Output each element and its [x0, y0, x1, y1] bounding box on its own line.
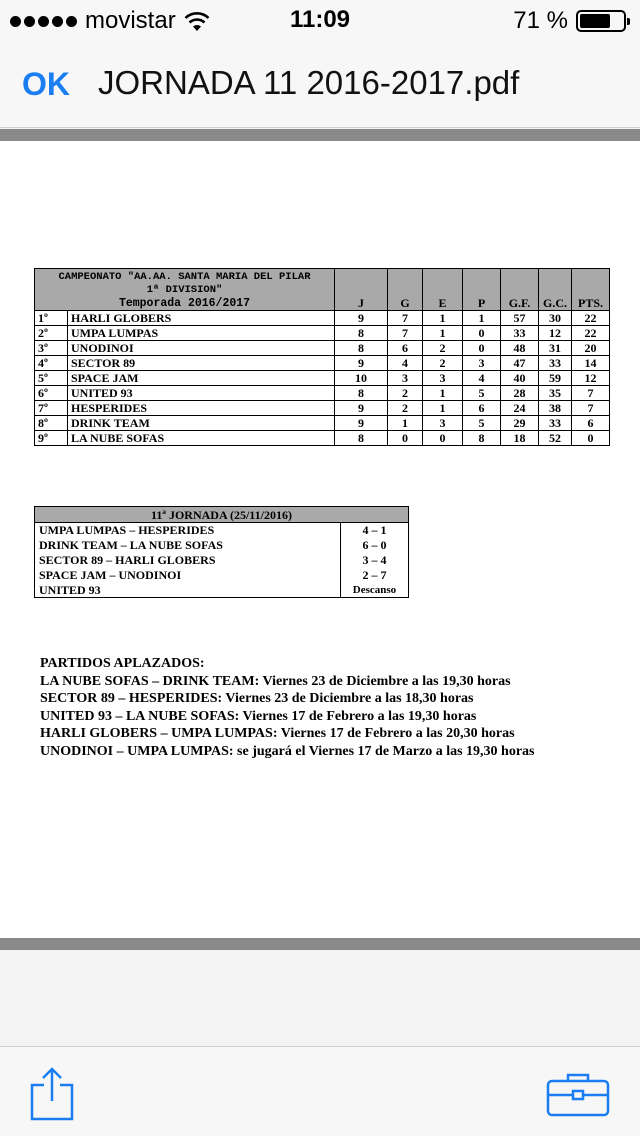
- pdf-page[interactable]: [0, 141, 640, 938]
- p-cell: 0: [463, 326, 501, 341]
- pts-cell: 6: [572, 416, 610, 431]
- gf-cell: 40: [501, 371, 539, 386]
- toolbox-icon[interactable]: [546, 1071, 610, 1117]
- e-cell: 3: [423, 371, 463, 386]
- pts-cell: 14: [572, 356, 610, 371]
- position-cell: 3º: [35, 341, 68, 356]
- j-cell: 10: [335, 371, 388, 386]
- j-cell: 8: [335, 386, 388, 401]
- g-cell: 0: [388, 431, 423, 446]
- p-cell: 4: [463, 371, 501, 386]
- division-title: 1ª DIVISION": [146, 284, 223, 296]
- gc-cell: 33: [539, 416, 572, 431]
- team-cell: HESPERIDES: [68, 401, 335, 416]
- position-cell: 6º: [35, 386, 68, 401]
- gc-cell: 30: [539, 311, 572, 326]
- postponed-heading: PARTIDOS APLAZADOS:: [40, 656, 205, 671]
- team-cell: LA NUBE SOFAS: [68, 431, 335, 446]
- team-cell: HARLI GLOBERS: [68, 311, 335, 326]
- share-icon[interactable]: [30, 1067, 74, 1121]
- match-result: 2 – 7: [341, 568, 409, 583]
- standings-row: [35, 326, 610, 341]
- p-cell: 8: [463, 431, 501, 446]
- column-header-g: G: [388, 269, 423, 311]
- position-cell: 4º: [35, 356, 68, 371]
- standings-row: [35, 371, 610, 386]
- e-cell: 1: [423, 386, 463, 401]
- p-cell: 6: [463, 401, 501, 416]
- gf-cell: 33: [501, 326, 539, 341]
- jornada-table: [34, 506, 409, 598]
- postponed-line: HARLI GLOBERS – UMPA LUMPAS: Viernes 17 de Febrero a las 20,30 horas: [40, 726, 515, 741]
- match-row: [35, 523, 409, 538]
- team-cell: UNODINOI: [68, 341, 335, 356]
- p-cell: 3: [463, 356, 501, 371]
- battery-icon: [576, 10, 626, 32]
- g-cell: 6: [388, 341, 423, 356]
- j-cell: 9: [335, 311, 388, 326]
- j-cell: 8: [335, 341, 388, 356]
- gf-cell: 48: [501, 341, 539, 356]
- battery-level: [580, 14, 610, 28]
- postponed-line: LA NUBE SOFAS – DRINK TEAM: Viernes 23 de Diciembre a las 19,30 horas: [40, 673, 511, 689]
- g-cell: 7: [388, 326, 423, 341]
- page-separator: [0, 129, 640, 141]
- column-header-gf: G.F.: [501, 269, 539, 311]
- match-row: [35, 568, 409, 583]
- e-cell: 1: [423, 311, 463, 326]
- page-separator: [0, 938, 640, 950]
- position-cell: 9º: [35, 431, 68, 446]
- team-cell: UNITED 93: [68, 386, 335, 401]
- gf-cell: 57: [501, 311, 539, 326]
- gc-cell: 38: [539, 401, 572, 416]
- team-cell: DRINK TEAM: [68, 416, 335, 431]
- standings-row: [35, 431, 610, 446]
- gf-cell: 47: [501, 356, 539, 371]
- battery-percent: 71 %: [513, 7, 568, 34]
- p-cell: 5: [463, 386, 501, 401]
- g-cell: 3: [388, 371, 423, 386]
- match-row: [35, 583, 409, 598]
- status-time: 11:09: [289, 6, 351, 33]
- j-cell: 9: [335, 416, 388, 431]
- e-cell: 2: [423, 341, 463, 356]
- column-header-gc: G.C.: [539, 269, 572, 311]
- e-cell: 3: [423, 416, 463, 431]
- match-result: Descanso: [341, 583, 409, 598]
- j-cell: 8: [335, 431, 388, 446]
- e-cell: 2: [423, 356, 463, 371]
- standings-row: [35, 416, 610, 431]
- standings-row: [35, 386, 610, 401]
- championship-title: CAMPEONATO "AA.AA. SANTA MARIA DEL PILAR: [58, 271, 311, 283]
- postponed-matches: [40, 655, 534, 760]
- j-cell: 9: [335, 356, 388, 371]
- ok-button[interactable]: OK: [22, 66, 70, 102]
- column-header-j: J: [335, 269, 388, 311]
- position-cell: 2º: [35, 326, 68, 341]
- match-teams: UMPA LUMPAS – HESPERIDES: [35, 523, 341, 538]
- standings-header-row: [35, 269, 610, 311]
- jornada-header-row: [35, 507, 409, 523]
- g-cell: 7: [388, 311, 423, 326]
- p-cell: 1: [463, 311, 501, 326]
- g-cell: 2: [388, 401, 423, 416]
- g-cell: 1: [388, 416, 423, 431]
- postponed-line: UNODINOI – UMPA LUMPAS: se jugará el Viernes 17 de Marzo a las 19,30 horas: [40, 743, 535, 759]
- column-header-pts: PTS.: [572, 269, 610, 311]
- position-cell: 7º: [35, 401, 68, 416]
- p-cell: 0: [463, 341, 501, 356]
- season-title: Temporada 2016/2017: [118, 297, 251, 310]
- gf-cell: 24: [501, 401, 539, 416]
- postponed-line: SECTOR 89 – HESPERIDES: Viernes 23 de Diciembre a las 18,30 horas: [40, 691, 474, 706]
- match-teams: SPACE JAM – UNODINOI: [35, 568, 341, 583]
- position-cell: 8º: [35, 416, 68, 431]
- standings-row: [35, 311, 610, 326]
- gf-cell: 29: [501, 416, 539, 431]
- standings-row: [35, 401, 610, 416]
- gc-cell: 12: [539, 326, 572, 341]
- match-teams: DRINK TEAM – LA NUBE SOFAS: [35, 538, 341, 553]
- e-cell: 1: [423, 401, 463, 416]
- match-result: 6 – 0: [341, 538, 409, 553]
- gc-cell: 33: [539, 356, 572, 371]
- pts-cell: 7: [572, 386, 610, 401]
- gc-cell: 31: [539, 341, 572, 356]
- gf-cell: 18: [501, 431, 539, 446]
- status-bar: [0, 0, 640, 40]
- gc-cell: 35: [539, 386, 572, 401]
- match-row: [35, 553, 409, 568]
- postponed-line: UNITED 93 – LA NUBE SOFAS: Viernes 17 de Febrero a las 19,30 horas: [40, 708, 477, 724]
- pts-cell: 12: [572, 371, 610, 386]
- pts-cell: 20: [572, 341, 610, 356]
- standings-title: [35, 269, 335, 311]
- bottom-toolbar: [0, 1046, 640, 1136]
- gf-cell: 28: [501, 386, 539, 401]
- team-cell: SPACE JAM: [68, 371, 335, 386]
- pts-cell: 22: [572, 326, 610, 341]
- p-cell: 5: [463, 416, 501, 431]
- match-teams: UNITED 93: [35, 583, 341, 598]
- column-header-e: E: [423, 269, 463, 311]
- gc-cell: 52: [539, 431, 572, 446]
- carrier-name: movistar: [85, 7, 176, 34]
- pts-cell: 7: [572, 401, 610, 416]
- document-title: JORNADA 11 2016-2017.pdf: [98, 64, 520, 101]
- position-cell: 1º: [35, 311, 68, 326]
- pts-cell: 22: [572, 311, 610, 326]
- team-cell: UMPA LUMPAS: [68, 326, 335, 341]
- status-right: [513, 7, 626, 35]
- team-cell: SECTOR 89: [68, 356, 335, 371]
- navigation-bar: [0, 40, 640, 128]
- standings-row: [35, 341, 610, 356]
- e-cell: 0: [423, 431, 463, 446]
- match-result: 4 – 1: [341, 523, 409, 538]
- column-header-p: P: [463, 269, 501, 311]
- j-cell: 9: [335, 401, 388, 416]
- j-cell: 8: [335, 326, 388, 341]
- match-teams: SECTOR 89 – HARLI GLOBERS: [35, 553, 341, 568]
- g-cell: 2: [388, 386, 423, 401]
- jornada-title: 11ª JORNADA (25/11/2016): [35, 507, 409, 523]
- position-cell: 5º: [35, 371, 68, 386]
- standings-row: [35, 356, 610, 371]
- g-cell: 4: [388, 356, 423, 371]
- match-row: [35, 538, 409, 553]
- match-result: 3 – 4: [341, 553, 409, 568]
- pts-cell: 0: [572, 431, 610, 446]
- standings-table: [34, 268, 610, 446]
- gc-cell: 59: [539, 371, 572, 386]
- e-cell: 1: [423, 326, 463, 341]
